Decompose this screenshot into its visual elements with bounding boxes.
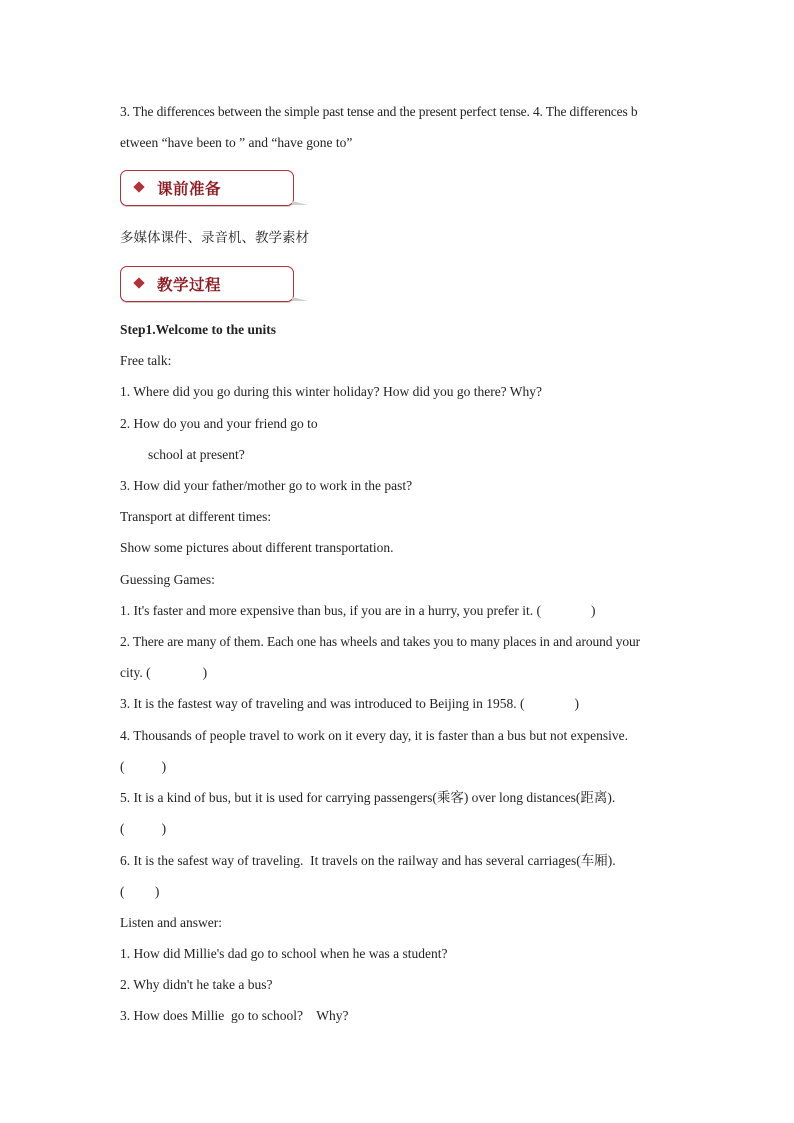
- guessing-question-2-line-1: 2. There are many of them. Each one has wheels and takes you to many places in and around your: [120, 634, 641, 649]
- section-header-process: [120, 266, 294, 302]
- step-1-heading: Step1.Welcome to the units: [120, 322, 276, 337]
- objectives-line-1: 3. The differences between the simple past tense and the present perfect tense. 4. The differences b: [120, 104, 638, 119]
- guessing-question-4-blank: ( ): [120, 759, 167, 774]
- guessing-question-2-line-2: [120, 664, 207, 682]
- section-header-shadow: [292, 297, 308, 301]
- guessing-question-6-line-1: [120, 852, 674, 870]
- guessing-question-4-text: 4. Thousands of people travel to work on it every day, it is faster than a bus but not expensive.: [120, 728, 629, 743]
- guessing-question-1: [120, 602, 596, 620]
- diamond-bullet-icon: [133, 277, 144, 288]
- free-talk-label: Free talk:: [120, 353, 172, 368]
- diamond-bullet-icon: [133, 181, 144, 192]
- objectives-line-2: etween “have been to ” and “have gone to”: [120, 135, 353, 150]
- preparation-materials: 多媒体课件、录音机、教学素材: [120, 230, 309, 246]
- guessing-question-1-text: 1. It's faster and more expensive than bus, if you are in a hurry, you prefer it. (: [120, 603, 542, 618]
- transport-text: Show some pictures about different transportation.: [120, 540, 394, 555]
- guessing-question-5-line-1: [120, 789, 674, 807]
- guessing-question-6-text: 6. It is the safest way of traveling. It travels on the railway and has several carriages(车厢).: [120, 853, 616, 868]
- free-talk-question-3: 3. How did your father/mother go to work in the past?: [120, 478, 413, 493]
- section-title-process: 教学过程: [157, 276, 222, 294]
- guessing-question-4-line-1: [120, 727, 674, 745]
- listen-question-1: 1. How did Millie's dad go to school when he was a student?: [120, 946, 448, 961]
- guessing-question-3: [120, 695, 579, 713]
- guessing-games-label: Guessing Games:: [120, 572, 215, 587]
- guessing-question-1-close: ): [591, 603, 596, 618]
- transport-label: Transport at different times:: [120, 509, 272, 524]
- listen-answer-label: Listen and answer:: [120, 915, 222, 930]
- section-title-preparation: 课前准备: [157, 180, 222, 198]
- listen-question-3: 3. How does Millie go to school? Why?: [120, 1008, 349, 1023]
- listen-question-2: 2. Why didn't he take a bus?: [120, 977, 273, 992]
- free-talk-question-1: 1. Where did you go during this winter holiday? How did you go there? Why?: [120, 384, 543, 399]
- guessing-question-3-close: ): [574, 696, 580, 711]
- guessing-question-5-blank: ( ): [120, 821, 167, 836]
- free-talk-question-2-continued: school at present?: [148, 447, 245, 462]
- guessing-question-6-blank: ( ): [120, 884, 160, 899]
- guessing-question-3-text: 3. It is the fastest way of traveling and was introduced to Beijing in 1958. (: [120, 696, 525, 711]
- guessing-question-2-close: ): [202, 665, 208, 680]
- section-header-shadow: [292, 201, 308, 205]
- free-talk-question-2: 2. How do you and your friend go to: [120, 416, 318, 431]
- guessing-question-5-text: 5. It is a kind of bus, but it is used for carrying passengers(乘客) over long distances(距离).: [120, 790, 616, 805]
- guessing-question-2-city: city. (: [120, 665, 151, 680]
- section-header-preparation: [120, 170, 294, 206]
